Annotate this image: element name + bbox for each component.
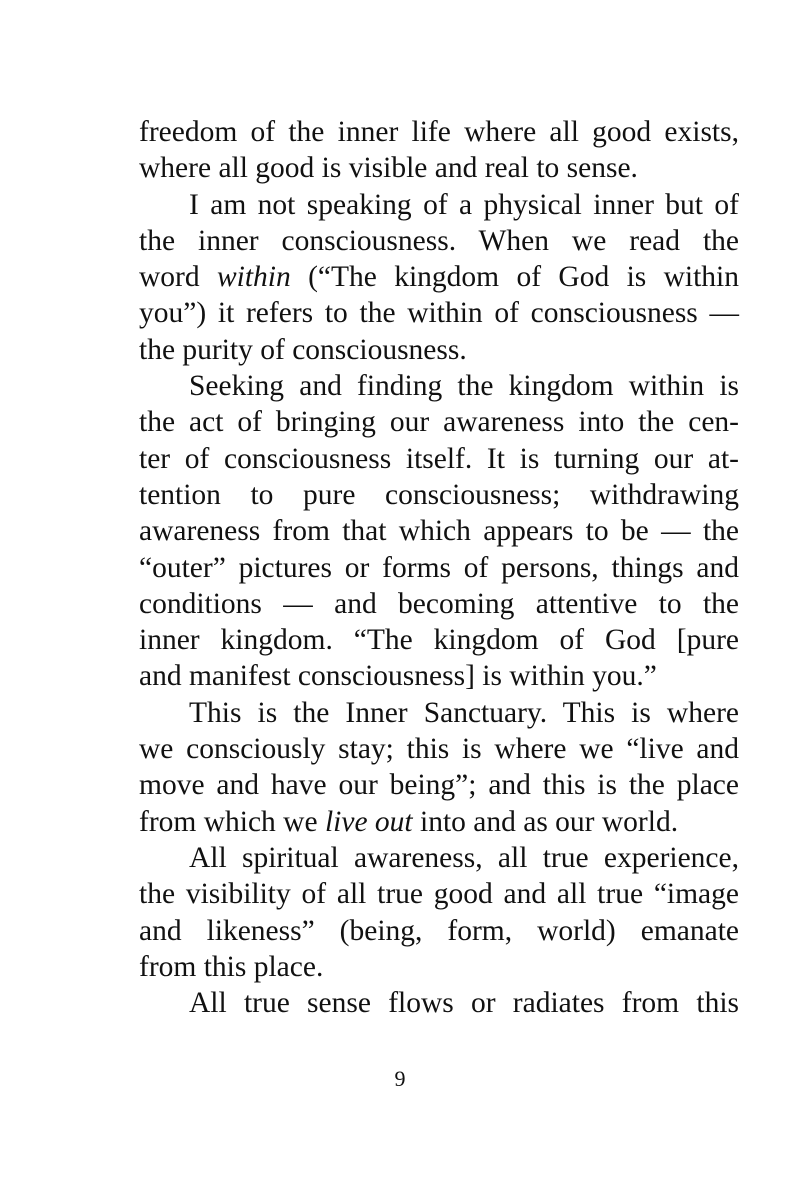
text-line <box>139 586 739 622</box>
page-number: 9 <box>394 1066 406 1091</box>
text-segment: from which we <box>139 805 325 838</box>
text-segment: inner kingdom. “The kingdom of God [pure <box>139 624 739 657</box>
text-segment: move and have our being”; and this is the place <box>139 769 739 802</box>
text-segment: “outer” pictures or forms of persons, things and <box>139 551 739 584</box>
text-segment: the inner consciousness. When we read the <box>139 224 739 257</box>
text-segment: and likeness” (being, form, world) emanate <box>139 914 739 947</box>
text-segment: the visibility of all true good and all true “image <box>139 878 739 911</box>
text-segment: Seeking and finding the kingdom within is <box>189 370 739 403</box>
text-segment: where all good is visible and real to sense. <box>139 152 638 185</box>
text-line <box>139 441 739 477</box>
text-line <box>139 985 739 1021</box>
text-line <box>139 513 739 549</box>
text-line <box>139 150 739 186</box>
text-segment: the purity of consciousness. <box>139 333 467 366</box>
text-line <box>139 804 739 840</box>
text-segment: (“The kingdom of God is within <box>290 261 739 294</box>
text-line <box>139 876 739 912</box>
text-segment: I am not speaking of a physical inner but of <box>189 188 739 221</box>
text-line <box>139 949 739 985</box>
text-line <box>139 913 739 949</box>
italic-text: live out <box>324 805 413 838</box>
body-text <box>139 114 739 1021</box>
text-line <box>139 404 739 440</box>
text-segment: you”) it refers to the within of consciousness — <box>139 297 739 330</box>
text-line <box>139 368 739 404</box>
text-line <box>139 550 739 586</box>
text-segment: ter of consciousness itself. It is turning our at- <box>139 442 739 475</box>
text-segment: and manifest consciousness] is within you.” <box>139 660 657 693</box>
text-segment: conditions — and becoming attentive to the <box>139 587 739 620</box>
text-line <box>139 622 739 658</box>
text-segment: into and as our world. <box>412 805 679 838</box>
text-segment: awareness from that which appears to be — the <box>139 515 739 548</box>
text-segment: All true sense flows or radiates from this <box>189 987 739 1020</box>
text-line <box>139 477 739 513</box>
text-line <box>139 767 739 803</box>
italic-text: within <box>216 261 291 294</box>
text-segment: we consciously stay; this is where we “live and <box>139 733 739 766</box>
text-line <box>139 223 739 259</box>
text-segment: freedom of the inner life where all good exists, <box>139 116 739 148</box>
text-line <box>139 332 739 368</box>
text-line <box>139 295 739 331</box>
text-segment: tention to pure consciousness; withdrawing <box>139 478 739 511</box>
text-segment: This is the Inner Sanctuary. This is where <box>189 696 739 729</box>
text-segment: from this place. <box>139 950 324 983</box>
text-line <box>139 259 739 295</box>
text-line <box>139 187 739 223</box>
text-segment: word <box>139 261 217 294</box>
text-line <box>139 840 739 876</box>
text-line <box>139 114 739 150</box>
text-segment: All spiritual awareness, all true experience, <box>189 841 739 874</box>
text-line <box>139 731 739 767</box>
text-segment: the act of bringing our awareness into the cen- <box>139 406 739 439</box>
text-line <box>139 695 739 731</box>
text-line <box>139 658 739 694</box>
